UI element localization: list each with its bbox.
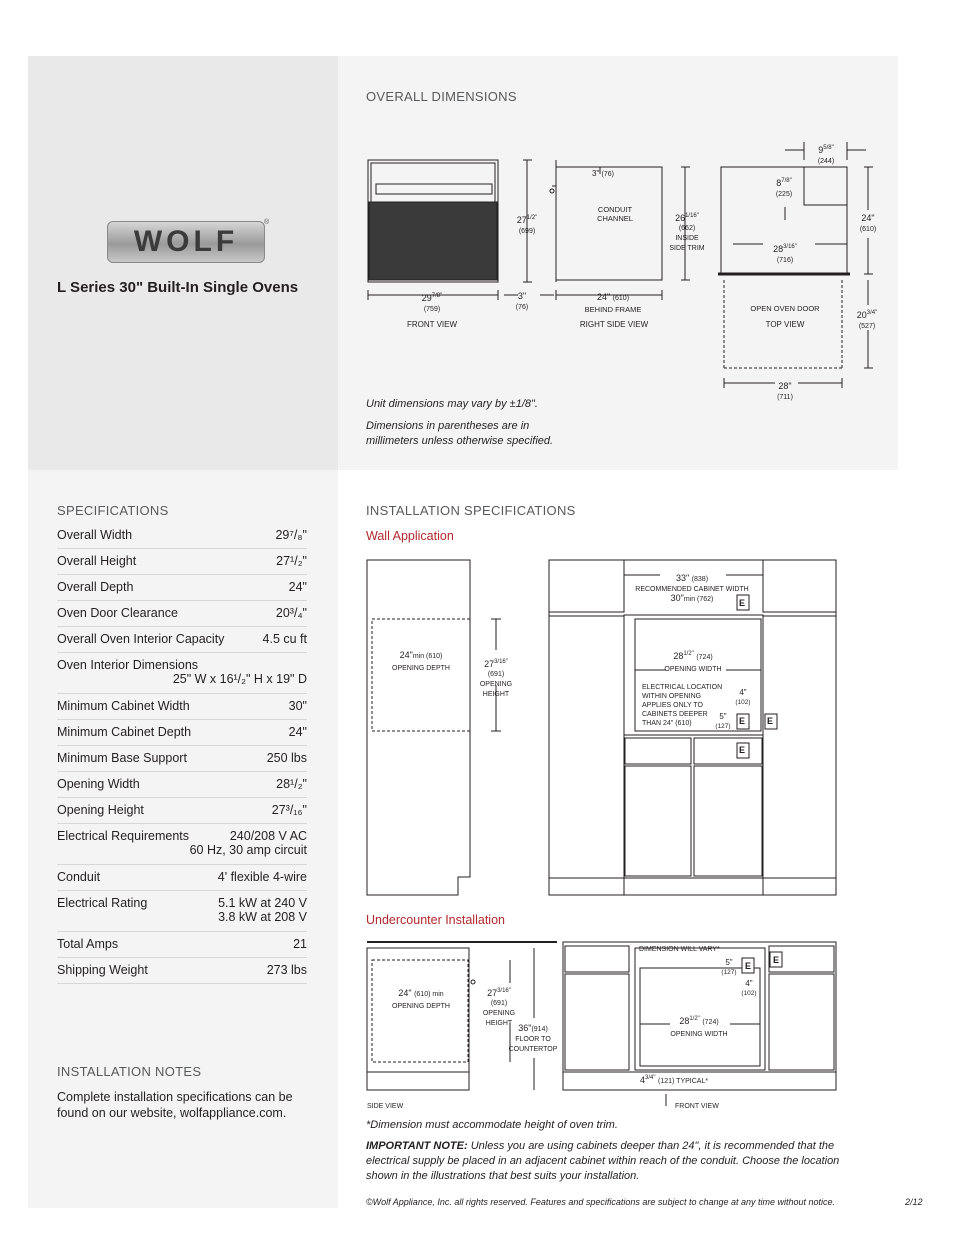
spec-value: 240/208 V AC <box>229 829 307 843</box>
wall-electrical-location-note: ELECTRICAL LOCATION WITHIN OPENING APPLIES ONLY TO CABINETS DEEPER THAN 24" (610) <box>642 684 723 727</box>
spec-value: 4.5 cu ft <box>262 632 307 646</box>
spec-label: Total Amps <box>57 937 119 951</box>
spec-value: 21 <box>293 937 307 951</box>
side-front-dim: 3" (76) <box>515 291 529 311</box>
uc-five-dim: 5" (127) <box>721 958 737 976</box>
spec-label: Opening Width <box>57 777 140 791</box>
spec-label: Electrical Rating <box>57 896 148 910</box>
spec-label: Overall Oven Interior Capacity <box>57 632 225 646</box>
spec-row <box>57 865 307 891</box>
spec-value: 28¹/₂" <box>276 777 307 791</box>
spec-label: Shipping Weight <box>57 963 148 977</box>
dimension-note: *Dimension must accommodate height of oven trim. <box>366 1119 618 1131</box>
wall-opening-height-dim: $27^{3/16"}$ (691) OPENING HEIGHT <box>479 659 513 698</box>
spec-label: Overall Depth <box>57 580 134 594</box>
wall-opening-depth-dim: 24"min (610) OPENING DEPTH <box>392 650 450 672</box>
side-view-oven-outline <box>556 167 662 280</box>
top-d1-dim: $9^{5/8"}$ (244) <box>817 145 835 165</box>
spec-value: 24" <box>288 580 307 594</box>
undercounter-side-caption: SIDE VIEW <box>367 1103 404 1110</box>
spec-value: 250 lbs <box>266 751 307 765</box>
top-d2-dim: $8^{7/8"}$ (225) <box>775 178 793 198</box>
front-view-caption: FRONT VIEW <box>406 320 458 329</box>
top-width-dim: 28" (711) <box>777 381 793 401</box>
spec-value: 29⁷/₈" <box>275 528 307 542</box>
uc-typical-dim: $4^{3/4"}$ (121) TYPICAL* <box>640 1075 709 1085</box>
wall-opening-width-dim: $28^{1/2"}$ (724) OPENING WIDTH <box>664 651 722 673</box>
front-view-door-window <box>369 202 497 280</box>
spec-value: 27³/₁₆" <box>271 803 307 817</box>
spec-value: 4' flexible 4-wire <box>217 870 307 884</box>
spec-row <box>57 798 307 824</box>
undercounter-drawing <box>360 938 840 1110</box>
uc-e-marker-1: E <box>745 961 752 971</box>
spec-row <box>57 772 307 798</box>
spec-value: 5.1 kW at 240 V <box>218 896 307 910</box>
spec-value-second-line: 3.8 kW at 208 V <box>218 910 307 924</box>
spec-row <box>57 891 307 932</box>
overall-dimensions-drawing <box>338 130 898 410</box>
side-trim-dim: $26^{1/16"}$ (662) INSIDE SIDE TRIM <box>669 213 705 252</box>
uc-four-dim: 4" (102) <box>741 979 757 997</box>
uc-opening-depth-dim: 24" (610) min OPENING DEPTH <box>392 988 450 1010</box>
wall-e-marker-1: E <box>739 598 746 608</box>
spec-row <box>57 694 307 720</box>
uc-opening-width-dim: $28^{1/2"}$ (724) OPENING WIDTH <box>670 1016 728 1038</box>
wall-e-marker-2: E <box>739 716 746 726</box>
front-width-dim: $29^{7/8"}$ (759) <box>421 293 443 313</box>
spec-label: Conduit <box>57 870 101 884</box>
spec-row <box>57 575 307 601</box>
spec-row <box>57 653 307 694</box>
specifications-heading: SPECIFICATIONS <box>57 503 169 518</box>
side-top-dim: 3" (76) <box>592 169 614 178</box>
spec-label: Overall Width <box>57 528 133 542</box>
wall-side-cabinet <box>367 560 470 895</box>
spec-row <box>57 523 307 549</box>
installation-notes-heading: INSTALLATION NOTES <box>57 1064 202 1079</box>
undercounter-front-caption: FRONT VIEW <box>675 1103 719 1110</box>
top-depth-dim: 24" (610) <box>859 213 877 233</box>
wall-side-opening <box>372 619 470 731</box>
spec-value: 20³/₄" <box>275 606 307 620</box>
spec-value-second-line: 25" W x 16¹/₂" H x 19" D <box>172 672 307 686</box>
undercounter-heading: Undercounter Installation <box>366 913 505 927</box>
uc-floor-dim: 36"(914) FLOOR TO COUNTERTOP <box>508 1023 558 1053</box>
spec-row <box>57 824 307 865</box>
wall-e-marker-3: E <box>767 716 774 726</box>
spec-label: Oven Interior Dimensions <box>57 658 199 672</box>
spec-row <box>57 746 307 772</box>
spec-row <box>57 932 307 958</box>
spec-label: Minimum Cabinet Width <box>57 699 190 713</box>
wall-e-marker-4: E <box>739 745 746 755</box>
variance-note: Unit dimensions may vary by ±1/8". <box>366 398 538 410</box>
footer-copyright: ©Wolf Appliance, Inc. all rights reserved. Features and specifications are subject to change at any time without notice. <box>366 1197 836 1207</box>
wall-five-dim: 5" (127) <box>715 712 731 730</box>
top-d3-dim: $28^{3/16"}$ (716) <box>773 244 797 264</box>
wolf-logo: WOLF <box>107 221 265 263</box>
top-view-caption: TOP VIEW <box>765 320 805 329</box>
spec-value: 24" <box>288 725 307 739</box>
uc-e-marker-2: E <box>773 955 780 965</box>
millimeters-note: Dimensions in parentheses are in millimeters unless otherwise specified. <box>366 420 554 447</box>
product-title: L Series 30" Built-In Single Ovens <box>57 279 299 296</box>
wall-application-drawing <box>360 555 840 900</box>
uc-dimension-vary: DIMENSION WILL VARY* <box>639 946 720 953</box>
side-view-caption: RIGHT SIDE VIEW <box>579 320 649 329</box>
spec-label: Oven Door Clearance <box>57 606 178 620</box>
spec-row <box>57 958 307 984</box>
uc-opening-height-dim: $27^{3/16"}$ (691) OPENING HEIGHT <box>482 988 516 1027</box>
registered-mark: ® <box>264 219 270 226</box>
specifications-table <box>57 523 307 984</box>
important-note: IMPORTANT NOTE: Unless you are using cabinets deeper than 24", it is recommended that the electrical supply be placed in an adjacent cabinet within reach of the conduit. Choose the location shown in the illustrations that best suits your installation. <box>366 1140 840 1182</box>
open-oven-door-label: OPEN OVEN DOOR <box>750 304 820 313</box>
spec-value: 30" <box>288 699 307 713</box>
wall-cabinet-width-dim: 33" (838) RECOMMENDED CABINET WIDTH 30"min (762) <box>635 573 749 603</box>
spec-value: 27¹/₂" <box>276 554 307 568</box>
spec-row <box>57 627 307 653</box>
top-door-dim: $20^{3/4"}$ (527) <box>856 310 878 330</box>
page-number: 2/12 <box>905 1197 923 1207</box>
spec-label: Overall Height <box>57 554 137 568</box>
conduit-channel-label: CONDUIT CHANNEL <box>597 205 633 223</box>
spec-label: Minimum Cabinet Depth <box>57 725 192 739</box>
header-left-panel <box>28 56 338 470</box>
behind-frame-dim: 24" (610) BEHIND FRAME <box>584 292 642 314</box>
wall-four-dim: 4" (102) <box>735 688 751 706</box>
spec-value-second-line: 60 Hz, 30 amp circuit <box>189 843 307 857</box>
spec-label: Electrical Requirements <box>57 829 189 843</box>
installation-specs-heading: INSTALLATION SPECIFICATIONS <box>366 503 576 518</box>
overall-dimensions-heading: OVERALL DIMENSIONS <box>366 89 517 104</box>
spec-row <box>57 549 307 575</box>
spec-value: 273 lbs <box>266 963 307 977</box>
spec-row <box>57 720 307 746</box>
front-view-handle <box>376 184 492 194</box>
spec-label: Opening Height <box>57 803 144 817</box>
spec-row <box>57 601 307 627</box>
installation-notes-text: Complete installation specifications can be found on our website, wolfappliance.com. <box>57 1090 293 1120</box>
front-height-dim: $27^{1/2"}$ (699) <box>516 215 538 235</box>
wall-application-heading: Wall Application <box>366 529 454 543</box>
spec-label: Minimum Base Support <box>57 751 187 765</box>
